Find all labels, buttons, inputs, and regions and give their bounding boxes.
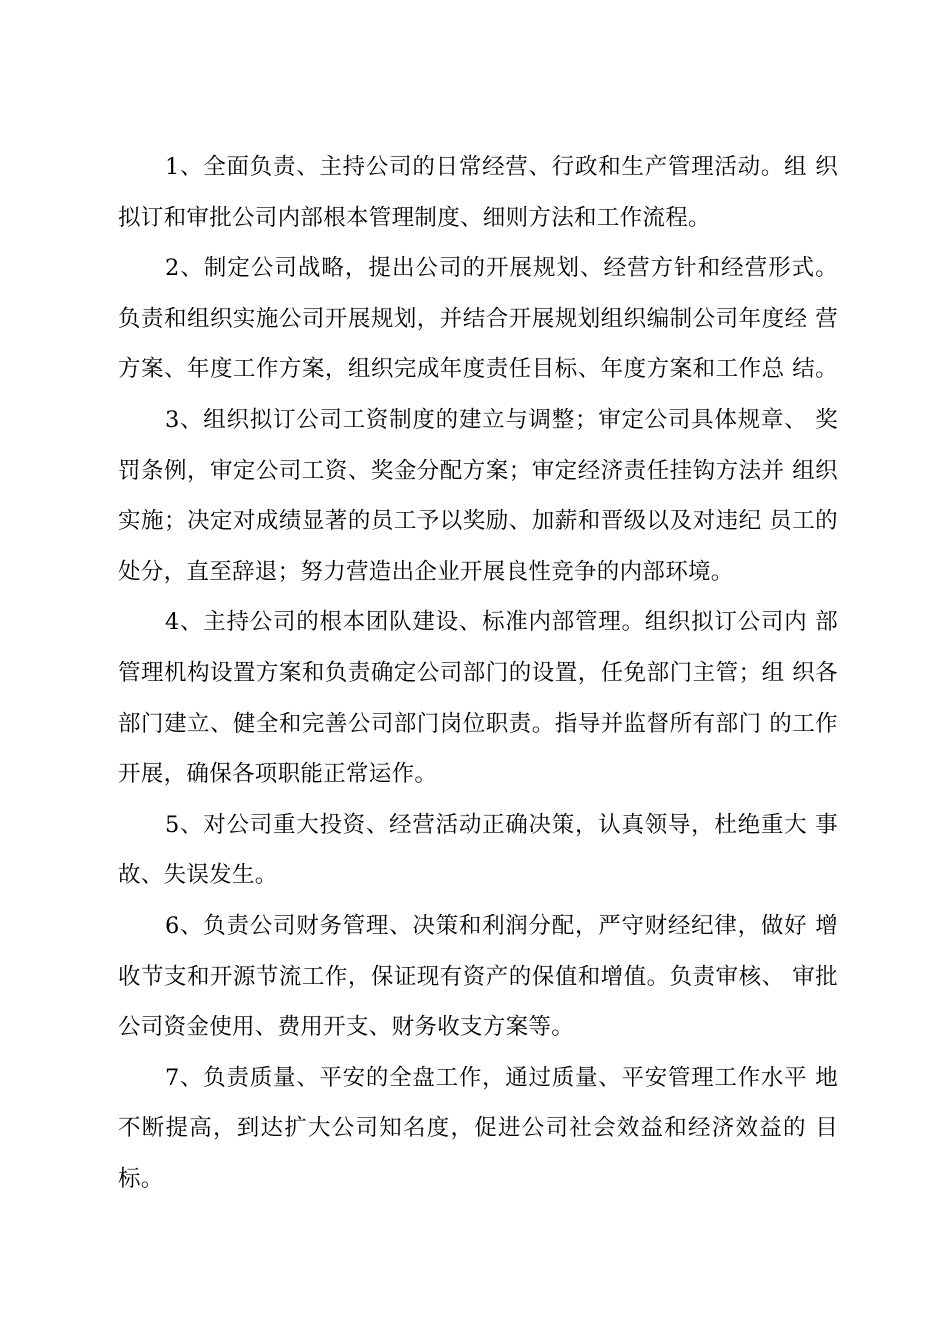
text-line: 故、失误发生。	[118, 862, 278, 889]
text-line: 拟订和审批公司内部根本管理制度、细则方法和工作流程。	[118, 204, 711, 231]
paragraph-5	[118, 800, 838, 901]
text-line: 负责和组织实施公司开展规划，并结合开展规划组织编制公司年度经 营	[118, 305, 838, 332]
text-line: 部门建立、健全和完善公司部门岗位职责。指导并监督所有部门 的工作	[118, 710, 838, 737]
text-line: 实施；决定对成绩显著的员工予以奖励、加薪和晋级以及对违纪 员工的	[118, 508, 838, 535]
paragraph-1	[118, 142, 838, 243]
text-line: 罚条例，审定公司工资、奖金分配方案；审定经济责任挂钩方法并 组织	[118, 457, 838, 484]
paragraph-7	[118, 1053, 838, 1205]
text-line: 5、对公司重大投资、经营活动正确决策，认真领导，杜绝重大 事	[165, 811, 838, 838]
paragraph-3	[118, 395, 838, 597]
text-line: 6、负责公司财务管理、决策和利润分配，严守财经纪律，做好 增	[165, 912, 838, 939]
text-line: 2、制定公司战略，提出公司的开展规划、经营方针和经营形式。	[165, 255, 838, 282]
text-line: 标。	[118, 1165, 164, 1192]
paragraph-2	[118, 243, 838, 395]
text-line: 3、组织拟订公司工资制度的建立与调整；审定公司具体规章、 奖	[165, 406, 838, 433]
text-line: 公司资金使用、费用开支、财务收支方案等。	[118, 1014, 575, 1041]
text-line: 1、全面负责、主持公司的日常经营、行政和生产管理活动。组 织	[165, 154, 838, 180]
text-line: 4、主持公司的根本团队建设、标准内部管理。组织拟订公司内 部	[165, 609, 838, 636]
paragraph-4	[118, 597, 838, 799]
text-line: 管理机构设置方案和负责确定公司部门的设置，任免部门主管；组 织各	[118, 659, 838, 686]
text-line: 处分，直至辞退；努力营造出企业开展良性竞争的内部环境。	[118, 558, 734, 585]
paragraph-6	[118, 901, 838, 1053]
document-body	[118, 142, 838, 1204]
text-line: 不断提高，到达扩大公司知名度，促进公司社会效益和经济效益的 目	[118, 1115, 838, 1142]
text-line: 方案、年度工作方案，组织完成年度责任目标、年度方案和工作总 结。	[118, 356, 838, 383]
text-line: 7、负责质量、平安的全盘工作，通过质量、平安管理工作水平 地	[165, 1064, 838, 1091]
text-line: 开展，确保各项职能正常运作。	[118, 761, 438, 788]
text-line: 收节支和开源节流工作，保证现有资产的保值和增值。负责审核、 审批	[118, 963, 838, 990]
